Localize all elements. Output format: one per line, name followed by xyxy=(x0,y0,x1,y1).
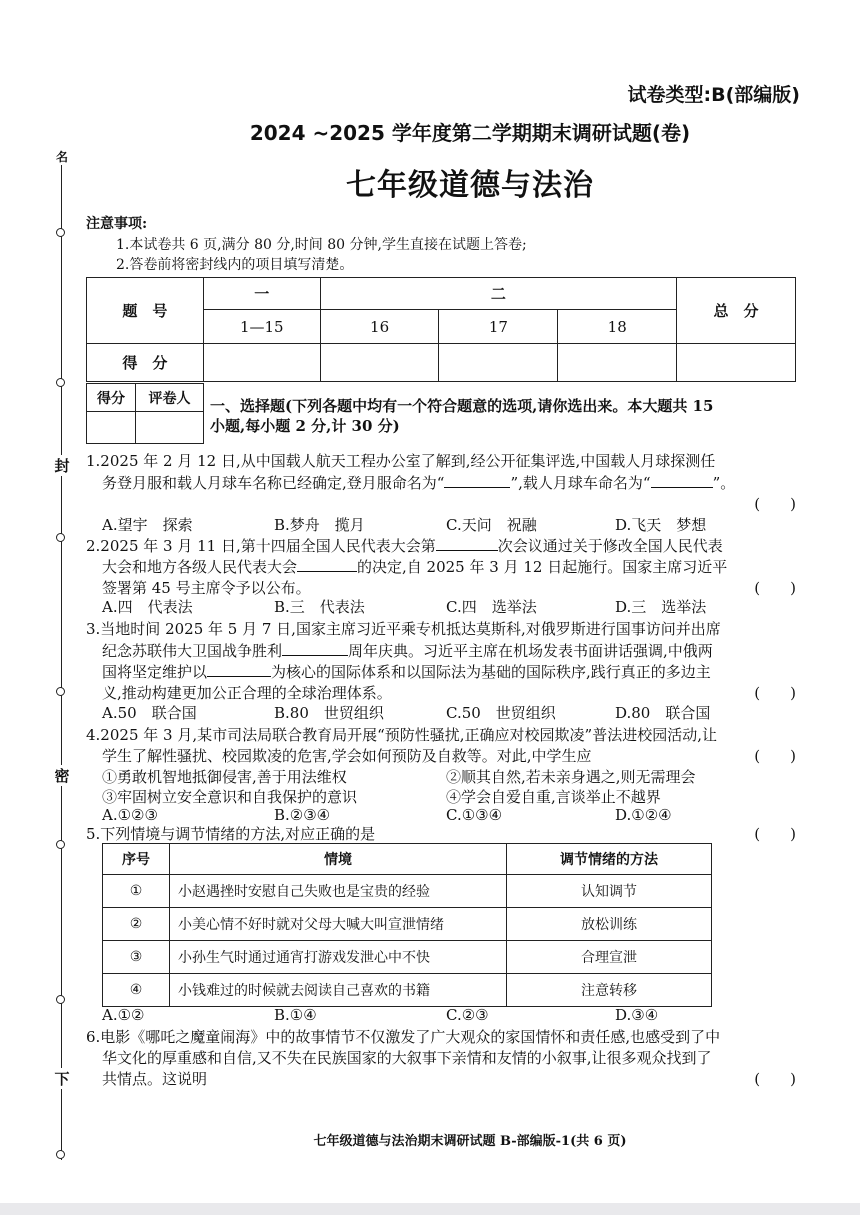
binding-char-below: 下 xyxy=(52,1068,72,1089)
q6-stem-line3: 共情点。这说明 xyxy=(102,1070,208,1088)
q4-answer-paren[interactable]: ( ) xyxy=(754,747,796,765)
score-table-col: 16 xyxy=(320,310,439,344)
emotion-table xyxy=(102,843,712,1007)
exam-title: 2024 ~2025 学年度第二学期期末调研试题(卷) xyxy=(249,121,691,145)
grader-score-label: 得分 xyxy=(87,384,136,412)
q2-stem xyxy=(86,535,723,557)
q3-stem-part: 为核心的国际体系和以国际法为基础的国际秩序,践行真正的多边主 xyxy=(271,663,711,681)
grader-name-cell[interactable] xyxy=(136,412,204,444)
q3-blank-1[interactable] xyxy=(282,641,348,656)
q2-option-a[interactable]: A.四 代表法 xyxy=(102,598,193,616)
emotion-table-header: 情境 xyxy=(170,844,507,875)
notes-heading: 注意事项: xyxy=(86,216,148,232)
emotion-row-situation: 小钱难过的时候就去阅读自己喜欢的书籍 xyxy=(170,974,507,1007)
q3-stem-part: 国将坚定维护以 xyxy=(102,663,208,681)
q3-stem-line2 xyxy=(102,640,713,662)
table-row xyxy=(103,875,712,908)
paper-type: 试卷类型:B(部编版) xyxy=(627,84,800,106)
score-cell[interactable] xyxy=(203,344,320,382)
q5-answer-paren[interactable]: ( ) xyxy=(754,825,796,843)
table-row xyxy=(103,974,712,1007)
table-row xyxy=(103,908,712,941)
q6-stem: 6.电影《哪吒之魔童闹海》中的故事情节不仅激发了广大观众的家国情怀和责任感,也感受到了中 xyxy=(86,1028,721,1046)
emotion-row-method: 认知调节 xyxy=(507,875,712,908)
q4-option-b[interactable]: B.②③④ xyxy=(274,806,331,824)
q1-blank-1[interactable] xyxy=(444,473,510,488)
q4-statement-4: ④学会自爱自重,言谈举止不越界 xyxy=(446,788,661,806)
binding-circle xyxy=(56,228,65,237)
binding-line xyxy=(61,150,62,1160)
q3-option-a[interactable]: A.50 联合国 xyxy=(102,704,197,722)
emotion-row-number: ③ xyxy=(103,941,170,974)
q2-option-b[interactable]: B.三 代表法 xyxy=(274,598,365,616)
q2-stem-part: 大会和地方各级人民代表大会 xyxy=(102,558,298,576)
score-table-col: 1—15 xyxy=(203,310,320,344)
grader-label: 评卷人 xyxy=(136,384,204,412)
q3-option-b[interactable]: B.80 世贸组织 xyxy=(274,704,384,722)
q2-stem-line2 xyxy=(102,556,727,578)
q1-option-c[interactable]: C.天问 祝融 xyxy=(446,516,537,534)
q3-stem-line3 xyxy=(102,661,711,683)
viewer-bottom-bar xyxy=(0,1203,860,1215)
binding-char-name: 名 xyxy=(52,148,72,165)
q6-stem-line2: 华文化的厚重感和自信,又不失在民族国家的大叙事下亲情和友情的小叙事,让很多观众找到了 xyxy=(102,1049,712,1067)
score-table-part2: 二 xyxy=(320,278,676,310)
emotion-table-header: 调节情绪的方法 xyxy=(507,844,712,875)
binding-circle xyxy=(56,687,65,696)
q1-option-a[interactable]: A.望宇 探索 xyxy=(102,516,193,534)
q3-stem-part: 纪念苏联伟大卫国战争胜利 xyxy=(102,642,283,660)
score-table-part1: 一 xyxy=(203,278,320,310)
score-table-col: 18 xyxy=(558,310,677,344)
q2-stem-part: 2.2025 年 3 月 11 日,第十四届全国人民代表大会第 xyxy=(86,537,436,555)
q3-option-d[interactable]: D.80 联合国 xyxy=(615,704,711,722)
emotion-row-method: 合理宣泄 xyxy=(507,941,712,974)
binding-circle xyxy=(56,995,65,1004)
q1-option-b[interactable]: B.梦舟 揽月 xyxy=(274,516,365,534)
q5-option-c[interactable]: C.②③ xyxy=(446,1006,489,1024)
q2-stem-line3: 签署第 45 号主席令予以公布。 xyxy=(102,579,311,597)
q5-option-a[interactable]: A.①② xyxy=(102,1006,145,1024)
q1-answer-paren[interactable]: ( ) xyxy=(754,495,796,513)
q1-stem: 1.2025 年 2 月 12 日,从中国载人航天工程办公室了解到,经公开征集评选,中国载人月球探测任 xyxy=(86,452,716,470)
score-cell[interactable] xyxy=(439,344,558,382)
binding-char-secret: 密 xyxy=(52,765,72,786)
q4-statement-3: ③牢固树立安全意识和自我保护的意识 xyxy=(102,788,358,806)
page-footer: 七年级道德与法治期末调研试题 B-部编版-1(共 6 页) xyxy=(313,1134,627,1149)
emotion-table-header: 序号 xyxy=(103,844,170,875)
grader-box xyxy=(86,383,204,444)
q1-stem-part: ”。 xyxy=(712,474,736,492)
q1-option-d[interactable]: D.飞天 梦想 xyxy=(615,516,707,534)
q2-blank-1[interactable] xyxy=(436,536,498,551)
q2-stem-part: 次会议通过关于修改全国人民代表 xyxy=(497,537,723,555)
note-item: 1.本试卷共 6 页,满分 80 分,时间 80 分钟,学生直接在试题上答卷; xyxy=(116,237,527,253)
q4-stem-line2: 学生了解性骚扰、校园欺凌的危害,学会如何预防及自救等。对此,中学生应 xyxy=(102,747,592,765)
emotion-row-situation: 小美心情不好时就对父母大喊大叫宣泄情绪 xyxy=(170,908,507,941)
grader-score-cell[interactable] xyxy=(87,412,136,444)
q4-statement-2: ②顺其自然,若未亲身遇之,则无需理会 xyxy=(446,768,696,786)
binding-circle xyxy=(56,533,65,542)
q6-answer-paren[interactable]: ( ) xyxy=(754,1070,796,1088)
score-table-row-label: 题 号 xyxy=(87,278,204,344)
q3-stem: 3.当地时间 2025 年 5 月 7 日,国家主席习近平乘专机抵达莫斯科,对俄罗斯进行国事访问并出席 xyxy=(86,620,721,638)
q2-stem-part: 的决定,自 2025 年 3 月 12 日起施行。国家主席习近平 xyxy=(357,558,728,576)
note-item: 2.答卷前将密封线内的项目填写清楚。 xyxy=(116,257,354,273)
emotion-row-number: ① xyxy=(103,875,170,908)
score-cell[interactable] xyxy=(320,344,439,382)
subject-title: 七年级道德与法治 xyxy=(346,168,594,203)
q2-answer-paren[interactable]: ( ) xyxy=(754,579,796,597)
emotion-row-number: ④ xyxy=(103,974,170,1007)
binding-circle xyxy=(56,840,65,849)
q1-stem-part: 务登月服和载人月球车名称已经确定,登月服命名为“ xyxy=(102,474,445,492)
binding-circle xyxy=(56,378,65,387)
emotion-row-situation: 小赵遇挫时安慰自己失败也是宝贵的经验 xyxy=(170,875,507,908)
emotion-row-method: 放松训练 xyxy=(507,908,712,941)
q1-stem-part: ”,载人月球车命名为“ xyxy=(510,474,651,492)
q1-stem-line2 xyxy=(102,472,735,494)
table-row xyxy=(103,941,712,974)
q1-blank-2[interactable] xyxy=(651,473,713,488)
q4-statement-1: ①勇敢机智地抵御侵害,善于用法维权 xyxy=(102,768,347,786)
emotion-row-situation: 小孙生气时通过通宵打游戏发泄心中不快 xyxy=(170,941,507,974)
emotion-row-method: 注意转移 xyxy=(507,974,712,1007)
score-table-score-label: 得 分 xyxy=(87,344,204,382)
q5-option-b[interactable]: B.①④ xyxy=(274,1006,317,1024)
q5-option-d[interactable]: D.③④ xyxy=(615,1006,659,1024)
q2-option-c[interactable]: C.四 选举法 xyxy=(446,598,537,616)
q4-option-c[interactable]: C.①③④ xyxy=(446,806,503,824)
score-table-total-label: 总 分 xyxy=(677,278,796,344)
q3-blank-2[interactable] xyxy=(207,662,271,677)
score-table xyxy=(86,277,796,382)
q3-stem-line4: 义,推动构建更加公正合理的全球治理体系。 xyxy=(102,684,392,702)
q4-stem: 4.2025 年 3 月,某市司法局联合教育局开展“预防性骚扰,正确应对校园欺凌”普法进校园活动,让 xyxy=(86,726,717,744)
q2-option-d[interactable]: D.三 选举法 xyxy=(615,598,707,616)
q3-option-c[interactable]: C.50 世贸组织 xyxy=(446,704,556,722)
q4-option-a[interactable]: A.①②③ xyxy=(102,806,158,824)
section1-instruction-cont: 小题,每小题 2 分,计 30 分) xyxy=(210,417,400,435)
q4-option-d[interactable]: D.①②④ xyxy=(615,806,672,824)
q3-stem-part: 周年庆典。习近平主席在机场发表书面讲话强调,中俄两 xyxy=(348,642,713,660)
score-cell[interactable] xyxy=(677,344,796,382)
score-cell[interactable] xyxy=(558,344,677,382)
q3-answer-paren[interactable]: ( ) xyxy=(754,684,796,702)
score-table-col: 17 xyxy=(439,310,558,344)
q2-blank-2[interactable] xyxy=(297,557,357,572)
q5-stem: 5.下列情境与调节情绪的方法,对应正确的是 xyxy=(86,825,376,843)
section1-instruction: 一、选择题(下列各题中均有一个符合题意的选项,请你选出来。本大题共 15 xyxy=(210,397,714,415)
binding-circle xyxy=(56,1150,65,1159)
emotion-row-number: ② xyxy=(103,908,170,941)
binding-char-seal: 封 xyxy=(52,455,72,476)
